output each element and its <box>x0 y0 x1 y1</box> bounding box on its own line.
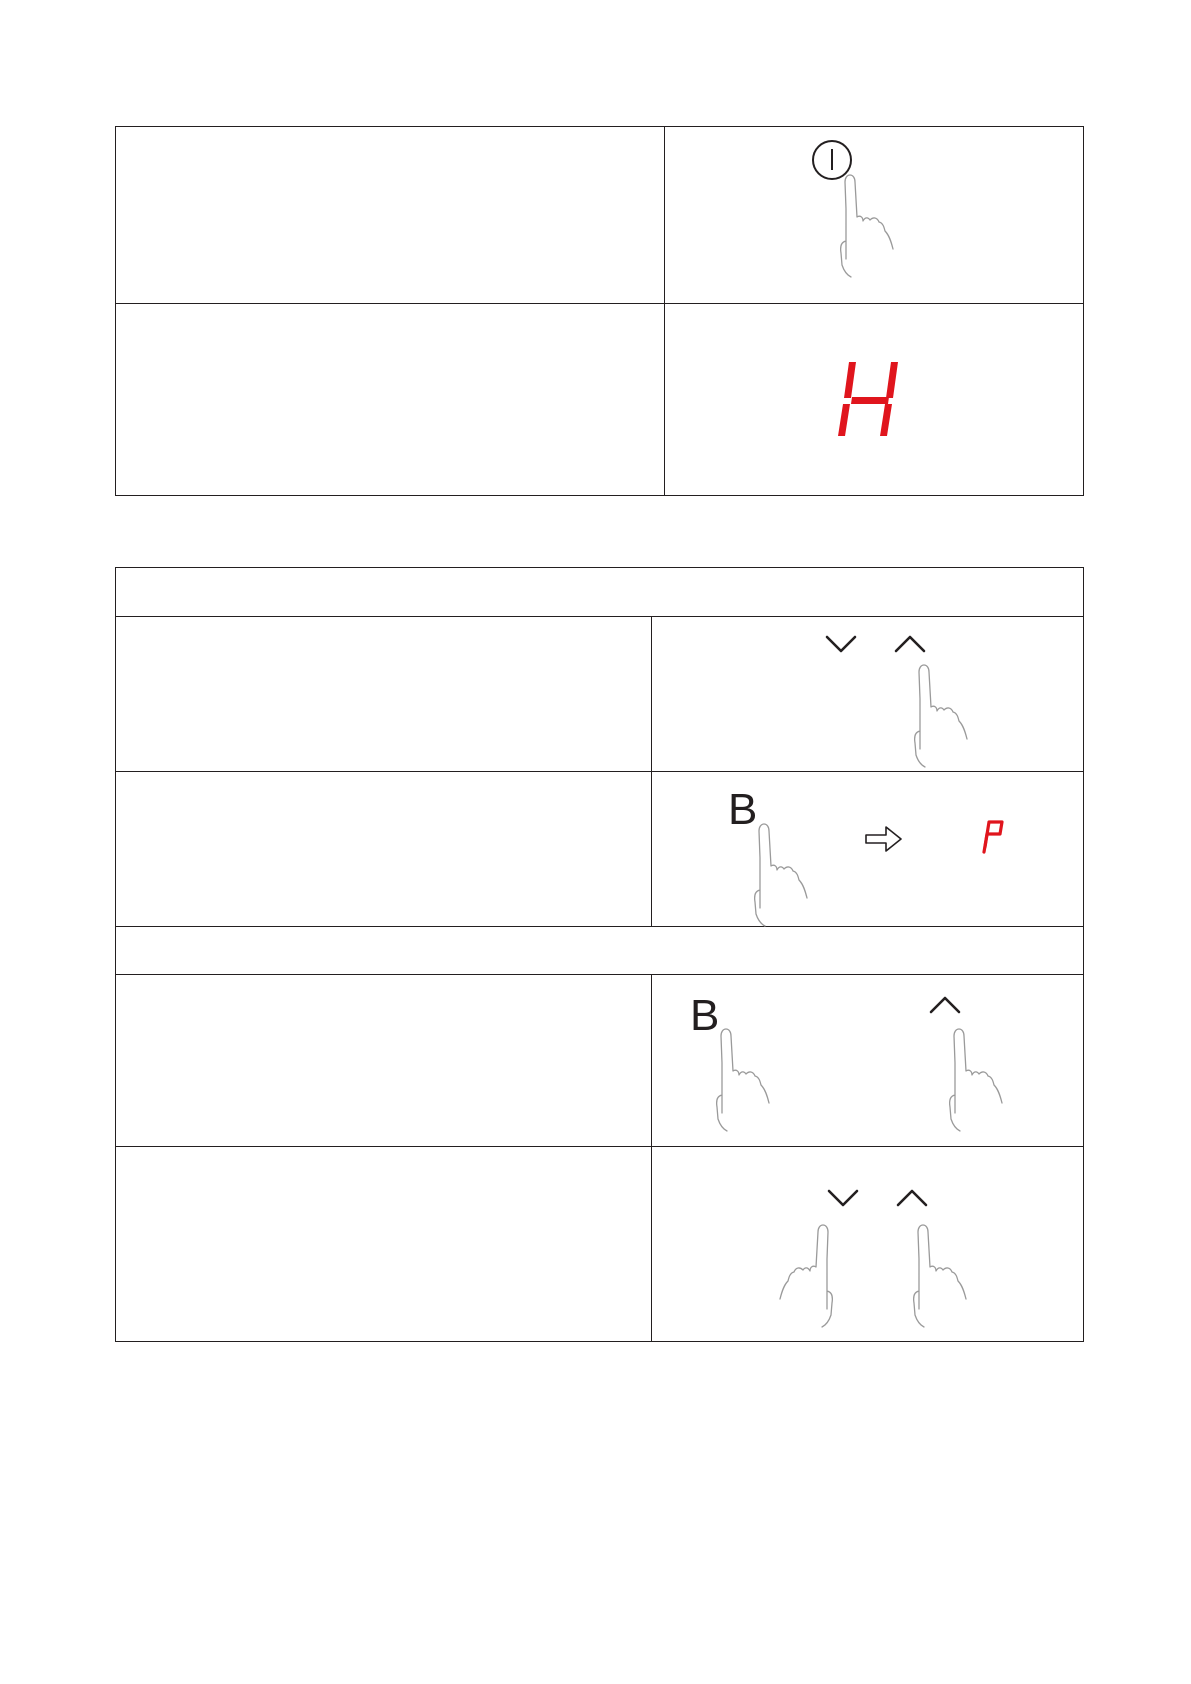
pointing-hand-icon <box>915 665 967 767</box>
pointing-hand-icon <box>950 1029 1002 1131</box>
step-text <box>116 975 651 999</box>
pointing-hand-icon <box>755 824 807 926</box>
step-text-cell <box>116 975 652 1147</box>
pointing-hand-icon <box>914 1225 966 1327</box>
step-text-cell <box>116 1147 652 1342</box>
b-key-label: B <box>728 785 758 834</box>
step-text-cell <box>116 617 652 772</box>
chevron-up-icon <box>896 637 924 651</box>
chevron-down-icon <box>827 637 855 651</box>
display-h-illustration <box>665 304 1084 496</box>
chevron-up-icon <box>931 998 959 1012</box>
b-key-to-p-illustration <box>652 772 1084 927</box>
b-and-up-keys-illustration <box>652 975 1084 1147</box>
power-key-illustration <box>665 127 1084 304</box>
step-text <box>116 772 651 796</box>
step-text-cell <box>116 304 665 496</box>
pointing-hand-icon <box>841 175 893 277</box>
pointing-hand-icon <box>717 1029 769 1131</box>
section-header-text <box>116 927 1083 951</box>
step-text-cell <box>116 772 652 927</box>
b-key-label: B <box>690 991 720 1040</box>
section-header-cell <box>116 568 1084 617</box>
step-text-cell <box>116 127 665 304</box>
step-illustration-cell <box>652 772 1084 927</box>
step-text <box>116 304 664 328</box>
steps-table-1 <box>115 126 1084 496</box>
pointing-hand-icon <box>780 1225 832 1327</box>
step-illustration-cell <box>665 304 1084 496</box>
outline-right-arrow-icon <box>866 827 901 851</box>
step-illustration-cell <box>665 127 1084 304</box>
both-arrow-keys-illustration <box>652 1147 1084 1342</box>
chevron-up-icon <box>898 1191 926 1205</box>
up-down-keys-illustration <box>652 617 1084 772</box>
steps-table-2 <box>115 567 1084 1342</box>
step-illustration-cell <box>652 1147 1084 1342</box>
section-header-cell <box>116 927 1084 975</box>
seven-segment-p-display <box>984 822 1002 852</box>
step-text <box>116 1147 651 1171</box>
section-header-text <box>116 568 1083 592</box>
step-illustration-cell <box>652 975 1084 1147</box>
step-text <box>116 127 664 151</box>
step-text <box>116 617 651 641</box>
power-icon <box>813 141 851 179</box>
seven-segment-h-display <box>838 362 898 436</box>
step-illustration-cell <box>652 617 1084 772</box>
chevron-down-icon <box>829 1191 857 1205</box>
